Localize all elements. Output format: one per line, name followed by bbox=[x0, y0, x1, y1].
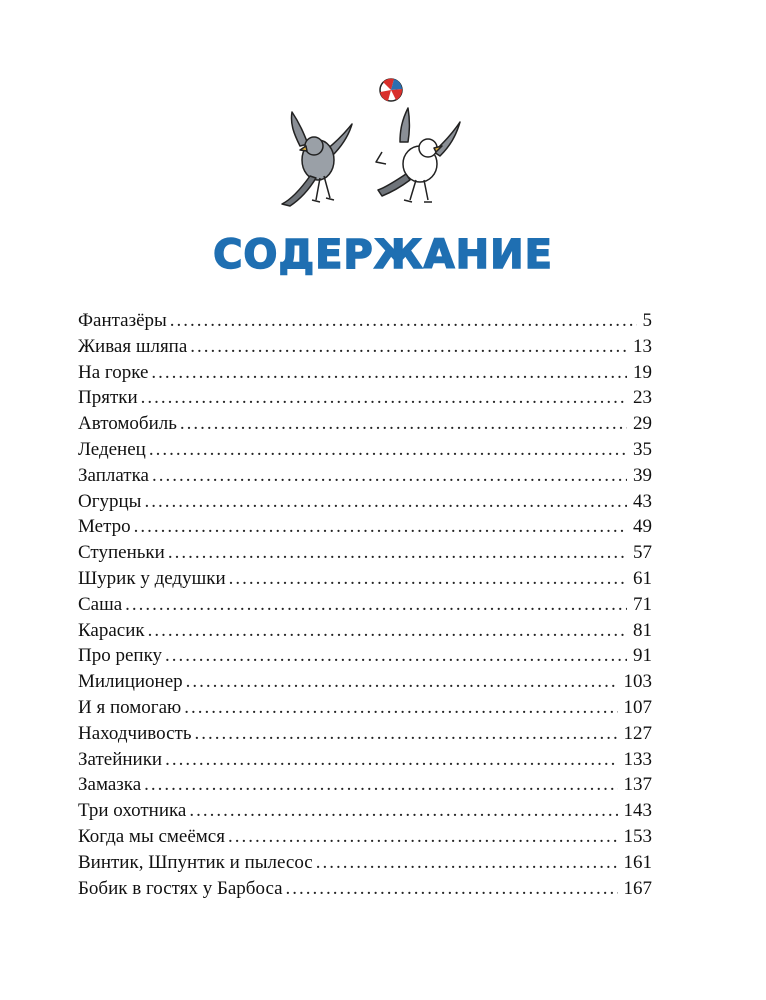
toc-entry[interactable] bbox=[78, 437, 652, 463]
toc-entry-page: 61 bbox=[633, 567, 652, 589]
toc-entry-title: Заплатка bbox=[78, 464, 149, 486]
toc-entry-title: Фантазёры bbox=[78, 310, 167, 331]
toc-entry[interactable] bbox=[78, 308, 652, 334]
toc-entry-page: 133 bbox=[623, 748, 652, 770]
toc-entry-page: 103 bbox=[623, 671, 652, 693]
toc-entry-page: 29 bbox=[633, 413, 652, 435]
toc-entry-page: 23 bbox=[633, 387, 652, 409]
toc-entry-title: Ступеньки bbox=[78, 542, 165, 564]
toc-entry-page: 35 bbox=[633, 438, 652, 460]
toc-entry-page: 39 bbox=[633, 464, 652, 486]
toc-entry[interactable] bbox=[78, 411, 652, 437]
toc-entry-page: 5 bbox=[642, 310, 652, 331]
toc-entry-title: Леденец bbox=[78, 438, 146, 460]
toc-entry-title: Саша bbox=[78, 593, 123, 615]
toc-entry-page: 43 bbox=[633, 490, 652, 512]
toc-entry-title: Затейники bbox=[78, 748, 163, 770]
toc-entry-page: 91 bbox=[633, 645, 652, 667]
toc-entry-page: 127 bbox=[623, 722, 652, 744]
toc-entry-page: 153 bbox=[623, 825, 652, 847]
toc-entry-title: Находчивость bbox=[78, 722, 192, 744]
toc-entry-title: Карасик bbox=[78, 619, 145, 641]
toc-entry-title: На горке bbox=[78, 361, 149, 383]
toc-leader-dots bbox=[168, 540, 627, 566]
toc-entry-page: 167 bbox=[623, 877, 652, 899]
toc-leader-dots bbox=[165, 643, 627, 669]
toc-entry-page: 19 bbox=[633, 361, 652, 383]
toc-entry[interactable] bbox=[78, 360, 652, 386]
toc-entry-title: Огурцы bbox=[78, 490, 142, 512]
ball-icon bbox=[380, 79, 402, 101]
toc-leader-dots bbox=[229, 566, 627, 592]
toc-leader-dots bbox=[144, 489, 627, 515]
toc-entry-title: Автомобиль bbox=[78, 413, 177, 435]
toc-entry[interactable] bbox=[78, 695, 652, 721]
toc-leader-dots bbox=[190, 334, 627, 360]
toc-entry-title: Метро bbox=[78, 516, 131, 538]
toc-entry-title: Винтик, Шпунтик и пылесос bbox=[78, 851, 313, 873]
toc-entry-title: Бобик в гостях у Барбоса bbox=[78, 877, 283, 899]
toc-leader-dots bbox=[186, 669, 618, 695]
toc-entry-page: 71 bbox=[633, 593, 652, 615]
toc-entry[interactable] bbox=[78, 566, 652, 592]
right-bird-icon bbox=[376, 108, 460, 202]
toc-entry[interactable] bbox=[78, 463, 652, 489]
toc-entry[interactable] bbox=[78, 798, 652, 824]
toc-entry[interactable] bbox=[78, 850, 652, 876]
toc-entry[interactable] bbox=[78, 824, 652, 850]
toc-leader-dots bbox=[180, 411, 627, 437]
toc-entry[interactable] bbox=[78, 669, 652, 695]
toc-entry-title: Милиционер bbox=[78, 671, 183, 693]
toc-leader-dots bbox=[148, 618, 627, 644]
toc-entry[interactable] bbox=[78, 334, 652, 360]
toc-leader-dots bbox=[151, 360, 627, 386]
toc-entry-title: И я помогаю bbox=[78, 696, 182, 718]
toc-entry-page: 137 bbox=[623, 774, 652, 796]
toc-leader-dots bbox=[141, 385, 627, 411]
toc-leader-dots bbox=[165, 747, 617, 773]
toc-entry-page: 81 bbox=[633, 619, 652, 641]
toc-entry-title: Замазка bbox=[78, 774, 142, 796]
toc-entry[interactable] bbox=[78, 721, 652, 747]
toc-entry-title: Прятки bbox=[78, 387, 138, 409]
toc-entry[interactable] bbox=[78, 514, 652, 540]
toc-leader-dots bbox=[286, 876, 618, 902]
toc-leader-dots bbox=[125, 592, 627, 618]
toc-entry[interactable] bbox=[78, 540, 652, 566]
left-bird-icon bbox=[282, 112, 352, 206]
toc-entry-title: Когда мы смеёмся bbox=[78, 825, 225, 847]
table-of-contents bbox=[78, 308, 652, 901]
toc-entry[interactable] bbox=[78, 385, 652, 411]
toc-leader-dots bbox=[184, 695, 617, 721]
toc-leader-dots bbox=[144, 772, 617, 798]
toc-leader-dots bbox=[170, 308, 637, 334]
toc-entry-page: 13 bbox=[633, 335, 652, 357]
toc-entry[interactable] bbox=[78, 772, 652, 798]
toc-entry-title: Шурик у дедушки bbox=[78, 567, 226, 589]
toc-leader-dots bbox=[228, 824, 618, 850]
toc-entry[interactable] bbox=[78, 592, 652, 618]
toc-entry-page: 57 bbox=[633, 542, 652, 564]
toc-entry[interactable] bbox=[78, 876, 652, 902]
toc-entry-page: 143 bbox=[623, 800, 652, 822]
toc-entry[interactable] bbox=[78, 618, 652, 644]
toc-entry[interactable] bbox=[78, 643, 652, 669]
toc-leader-dots bbox=[195, 721, 618, 747]
toc-entry-page: 107 bbox=[623, 696, 652, 718]
toc-entry-title: Про репку bbox=[78, 645, 163, 667]
toc-leader-dots bbox=[149, 437, 627, 463]
toc-entry-title: Три охотника bbox=[78, 800, 187, 822]
toc-leader-dots bbox=[189, 798, 617, 824]
toc-entry-title: Живая шляпа bbox=[78, 335, 188, 357]
toc-leader-dots bbox=[316, 850, 618, 876]
page-title: СОДЕРЖАНИЕ bbox=[213, 232, 553, 278]
toc-entry-page: 49 bbox=[633, 516, 652, 538]
toc-leader-dots bbox=[134, 514, 627, 540]
toc-leader-dots bbox=[152, 463, 627, 489]
toc-entry[interactable] bbox=[78, 489, 652, 515]
toc-entry-page: 161 bbox=[623, 851, 652, 873]
toc-entry[interactable] bbox=[78, 747, 652, 773]
birds-with-ball-illustration bbox=[270, 72, 480, 217]
